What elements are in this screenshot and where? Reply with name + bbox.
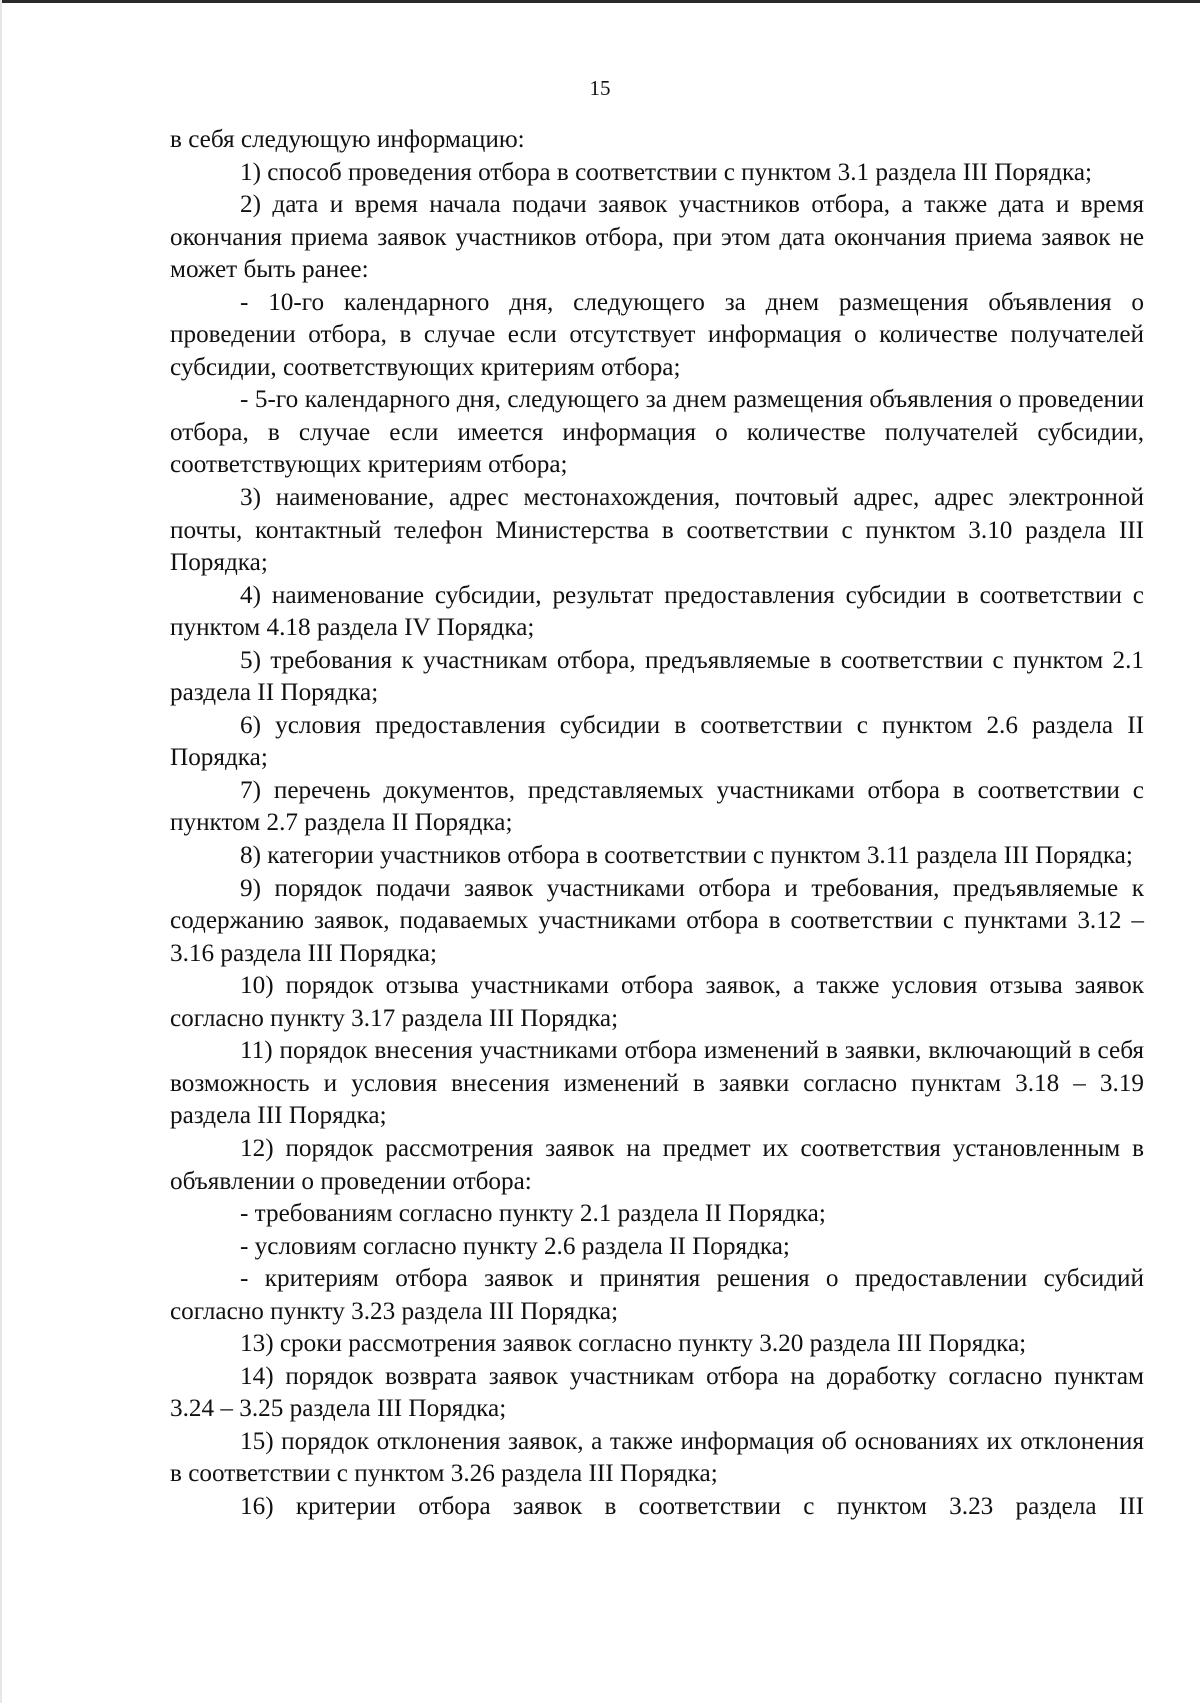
list-item: 15) порядок отклонения заявок, а также информация об основаниях их отклонения в соответствии с пунктом 3.26 раздела III Порядка; — [170, 1427, 1144, 1488]
list-item: 14) порядок возврата заявок участникам отбора на доработку согласно пунктам 3.24 – 3.25 раздела III Порядка; — [170, 1362, 1144, 1423]
document-body — [170, 124, 1144, 1524]
list-item: 1) способ проведения отбора в соответствии с пунктом 3.1 раздела III Порядка; — [240, 158, 1093, 186]
scan-top-edge — [0, 0, 1200, 3]
list-item: 16) критерии отбора заявок в соответствии с пунктом 3.23 раздела III — [240, 1492, 1144, 1520]
list-item: 6) условия предоставления субсидии в соответствии с пунктом 2.6 раздела II Порядка; — [170, 711, 1144, 772]
sub-list-item: - 10-го календарного дня, следующего за днем размещения объявления о проведении отбора, в случае если отсутствует информация о количестве получателей субсидии, соответствующих критериям отбора; — [170, 288, 1144, 381]
sub-list-item: - условиям согласно пункту 2.6 раздела II Порядка; — [240, 1232, 790, 1260]
list-item: 10) порядок отзыва участниками отбора заявок, а также условия отзыва заявок согласно пункту 3.17 раздела III Порядка; — [170, 972, 1144, 1032]
list-item: 9) порядок подачи заявок участниками отбора и требования, предъявляемые к содержанию заявок, подаваемых участниками отбора в соответствии с пунктами 3.12 – 3.16 раздела III Порядка; — [170, 874, 1144, 967]
list-item: 7) перечень документов, представляемых участниками отбора в соответствии с пунктом 2.7 раздела II Порядка; — [170, 776, 1144, 837]
scan-left-edge — [0, 0, 2, 1703]
list-item: 8) категории участников отбора в соответствии с пунктом 3.11 раздела III Порядка; — [240, 842, 1133, 870]
paragraph: в себя следующую информацию: — [170, 126, 525, 153]
list-item: 3) наименование, адрес местонахождения, почтовый адрес, адрес электронной почты, контактный телефон Министерства в соответствии с пунктом 3.10 раздела III Порядка; — [170, 484, 1144, 577]
list-item: 11) порядок внесения участниками отбора изменений в заявки, включающий в себя возможность и условия внесения изменений в заявки согласно пунктам 3.18 – 3.19 раздела III Порядка; — [170, 1037, 1144, 1130]
sub-list-item: - требованиям согласно пункту 2.1 раздела II Порядка; — [240, 1200, 826, 1228]
list-item: 2) дата и время начала подачи заявок участников отбора, а также дата и время окончания приема заявок участников отбора, при этом дата окончания приема заявок не может быть ранее: — [170, 191, 1144, 284]
list-item: 5) требования к участникам отбора, предъявляемые в соответствии с пунктом 2.1 раздела II Порядка; — [170, 646, 1144, 707]
page-number: 15 — [589, 76, 611, 100]
list-item: 13) сроки рассмотрения заявок согласно пункту 3.20 раздела III Порядка; — [240, 1330, 1027, 1358]
list-item: 4) наименование субсидии, результат предоставления субсидии в соответствии с пунктом 4.18 раздела IV Порядка; — [170, 581, 1144, 642]
sub-list-item: - критериям отбора заявок и принятия решения о предоставлении субсидий согласно пункту 3.23 раздела III Порядка; — [170, 1265, 1144, 1325]
sub-list-item: - 5-го календарного дня, следующего за днем размещения объявления о проведении отбора, в случае если имеется информация о количестве получателей субсидии, соответствующих критериям отбора; — [170, 386, 1144, 479]
list-item: 12) порядок рассмотрения заявок на предмет их соответствия установленным в объявлении о проведении отбора: — [170, 1134, 1144, 1195]
